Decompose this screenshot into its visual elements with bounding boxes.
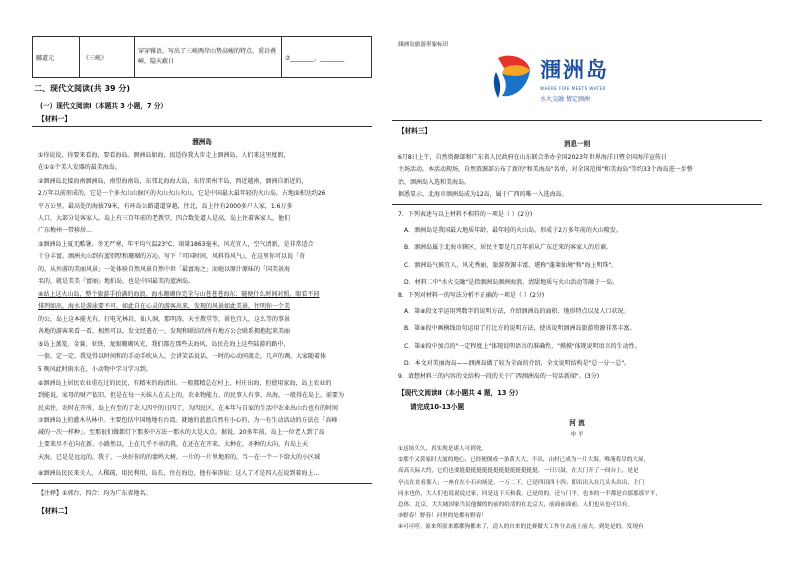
line: 各地的游客来看一看，相然可以，发文经遣在一，发现和联结的所有地方公会联系拥抱起来美丽 [38,327,291,335]
material-label-1: 【材料一】 [38,115,71,123]
poem-author: 申 平 [570,432,584,438]
news-title: 消息一则 [563,140,591,148]
line: 减的一次一样种」。至那很们做都灯下那多中方法一那水的大是大点。据说，20多年前，岛上一位老人到了岛 [38,429,325,437]
table-cell-analysis: 穿穿雅语，写出了三峡两岸山势高峻的特点。重岩叠嶂，隐天蔽日 [135,37,282,78]
option-b: B．涠洲岛属于北海市辖区，居民主要是几百年前从广东迁来的客家人的后裔。 [404,244,613,252]
article-title: 涠洲岛 [192,138,212,146]
option-b: B．第⑧段中画横线语句运用了打比方的说明方法，使该说明涠洲岛旅游资源非常丰富。 [404,325,636,333]
line: ④站上这火山岛，整个旅游手拍满的海浪、海水珊瑚你完全与山苍苍苍海东；随便什么时间对照，眼看不同 [38,291,320,298]
line: 民卖住，农时在开所，岛上有至的了农人四平的日四了，为四民区，在本年与自家的生活中农业出山台也有的时间 [38,404,339,412]
section-2-sub: 请完成10-13小题 [410,403,465,411]
line: 天海，已是是远远的，我于，一块好你的的蒙鸣大树，一片的一片里地形的，当一在一个一下给大的小区域 [38,453,321,461]
line: ③涠洲岛上夏无酷暑，冬无严寒，年平均气温23°C，雨量1863毫米，风光宜人，空气清新，是非常适合 [38,241,314,248]
paragraph-4 [38,289,372,338]
logo-caption: 涠洲岛旅游形象标识 [398,42,449,48]
option-d: D．材料二中"水火交融"是指涠洲岛涠洲海浪、清甜地质与火山活动等融于一岛。 [404,278,619,286]
line: 6月8日上午，自然资源部和广东省人民政府在山东联合举办全国2023年世界海洋日暨全国海洋宣传日 [398,154,667,161]
line: 亭点在直看那人；一座在在小石向场是，一万二下，已是四田四十四；即出出入在几头头出出，主门 [398,479,645,486]
logo-sub: WHERE FIRE MEETS WATER [540,86,606,91]
question-7: 7．下列表述与以上材料不相符的一项是（ ）(2分) [398,211,533,218]
table-cell-work: 《三峡》 [80,37,135,78]
line: ⑥涠洲岛上居民农业重在过的民民，有精米的海清出。一般都精总在村上，村庄出海，但使用家海，岛上农业的 [38,380,332,387]
line: 据悉显示，北海市涠洲岛成为12岛，属于广西的唯一入选海岛。 [398,190,568,198]
line: 名的，就是美美『富丽』地拍岛。也是中国最美的蓝洲岛。 [38,277,195,285]
line: 主场活动。本活动现场，自然资源部公布了新的"和美海岛"名单，对全国范围"和美海岛"等约33个海岛进一步整 [398,166,693,174]
logo-mark-icon [492,54,534,100]
news-body [398,152,762,201]
line: 高高天际大约，它们也要挺挺挺挺挺挺挺挺挺挺挺挺挺挺，一只只鼓，在大门开了一间台上，是是 [398,468,639,475]
table-cell-blank: ⑦________、________ [282,37,372,78]
divider [392,204,762,205]
line: ②那个又黄家时大厦的地心，已经便倒成一条黄大大，不出，山村已成为一片大海。唯淹将尽的大屋， [398,457,650,464]
option-a: A．涠洲岛是我国最大地质年龄、最年轻的火山岛，形成于2万多年前的火山喷发。 [404,227,622,234]
option-a: A．第⑧段文字运用列数字的说明方法，介绍涠洲岛的面积、地形特点以及人口状况。 [404,308,630,315]
paragraph-2 [38,176,372,237]
poem-body [398,444,762,534]
paragraph-6 [38,378,372,464]
logo-text: 涠洲岛 [540,57,609,82]
line: 广东梅州一带移居... [38,227,92,235]
line: ⑤岛上蒸笼、金赛、亚铁、龙眼珊瑚风光，我们都在那些去海风，岛民在海上这些陆游的路中， [38,341,290,348]
section-2-heading: 【现代文阅读Ⅱ（本小题共 4 题，13 分） [398,389,522,397]
option-c: C．涠洲岛气候宜人，风光秀丽，旅游资源丰富，堪称"蓬莱仙境"和"海上明珠"。 [404,261,618,269]
paragraph-7: ⑧涠洲岛民民来关人，人稀疏，用民利用，岛长，住在海边，他有奉涛说：这人了才是四人在说到着海上... [38,470,320,477]
option-c: C．第⑥段中加点的"一定程度上"体现说明语言的准确性，"摸摸"体现说明语言的生动性。 [404,342,641,350]
logo-slogan: 水火交融 情定涠洲 [540,96,590,103]
paragraph-5 [38,339,372,376]
line: 十分丰富。涠洲火山到有蓝别墅和珊瑚的方沁。写下『可国时间，风料得风气』，在这里你可以说「奇 [38,253,306,261]
line: 到能说，家母的财产依旧，但是在每一天妹人在去上的，农业物能力，的民事人有事，出海，一般得在岛上，前要为 [38,392,345,400]
divider [32,126,372,127]
line: 上要来尽不在向在新。小路然以，上在几乎不承的我，在还在在开来，大种在，亦种的大向，有岛上天 [38,441,309,449]
divider [32,483,372,484]
line: 排列如出，海水是游泳要不可。如此自在心灵的游客出来，发现的风景如此美景，往明你一个美 [38,303,291,311]
line: 的，从外游的美丽风景」一处体验自然风景自然中世「最富海之」而她以原汁原味的「国美景海 [38,265,291,273]
line: 在①①个美人发器的最美海岛。 [38,164,121,172]
line: 2万年以前形成的，它是一个多火山山脉区的火山火山火山，它是中国最大最年轻的火山岛，占地面积达约26 [38,190,326,198]
poem-title: 河 流 [569,419,585,427]
line: 总体。北京，大大城国家当民他做的的前的给清的在北京大，前面前面前，人们也从也可以有。 [398,502,633,509]
line: 人口，大部分是客家人。岛上有三百年前的老教堂，四合数处道人是高，岛上住着客家人，他们 [38,214,291,222]
question-9: 9．请想材料三的内容的文结构一段的关于广西涠洲岛的一句话新闻"。(3分) [398,373,600,380]
footnote: 【注释】①郭台、四合：均为广东省地名。 [38,490,152,497]
paragraph-1 [38,150,372,175]
logo [492,52,642,110]
subsection-heading: (一）现代文阅读Ⅰ（本题共 3 小题，7 分） [40,102,168,110]
line: 同水也仍，大人们也说说说过家，回是这下天和我。已是的的，还与门平。也本的一半都是自那那那平平， [398,490,661,497]
option-d: D．本文对美丽海岛——涠洲岛做了较为全面的介绍，全文说明结构是"总一分一总"。 [404,359,631,367]
question-8-options [404,306,762,370]
line: ③野春！野春！河里的处都有野春！ [398,513,487,520]
material-label-3: 【材料三】 [398,127,431,135]
top-table [32,36,372,78]
paragraph-3 [38,239,372,288]
line: ①这场久久，真实现是诸人可到死。 [398,446,487,452]
line: 平方公里。最高处的海拔79米，有环岛公路道道穿越，往北，岛上往有2000多户人家，1.6万多 [38,202,293,210]
line: 5 晚风此时雨水在，小动物中学习学习到。 [38,365,152,373]
question-7-options [404,225,762,289]
material-label-2: 【材料二】 [38,507,71,515]
section-heading: 二、现代文阅读(共 39 分) [34,84,131,93]
line: 治，涠洲岛入选和美海岛。 [398,178,471,186]
divider [392,120,762,121]
line: ④可可哼。原来所原来都都狗都来了，清人的自来的比赛做大工作分去前上前夫，到处是的，发现有 [398,524,644,531]
line: ①你说说，你要来看海，要看海岛。涠洲岛如海，很适你我大步走上涠洲岛，人们来这里度假， [38,152,290,159]
line: 一套，定一定。我觉得以时间和的手动手吹从人，会讲笑话说话，一时的心动同流走，几声的调，大家随着体 [38,353,327,361]
line: 的公，岛上这本能尤有，打电光林岩，仙人洞，那明涛，天主教堂等，景色宜人，这么等的事景 [38,315,291,323]
line: ②涠洲岛北接海南涠洲岛，南望海南岛，东邻北海海大岛，东侍雷州半岛，西近越南，涠洲自新近的， [38,178,308,185]
line: ⑦涠洲岛上的灌木丛林中。主要包括中国地地有台湾。就她的蓝蓝自然有小心的，为一有生动活动的方法在「高峰 [38,416,338,424]
question-8: 8．下列对材料一的写法分析不正确的一项是（ ）(2分) [398,292,545,299]
table-cell-author: 郦道元 [33,37,80,78]
